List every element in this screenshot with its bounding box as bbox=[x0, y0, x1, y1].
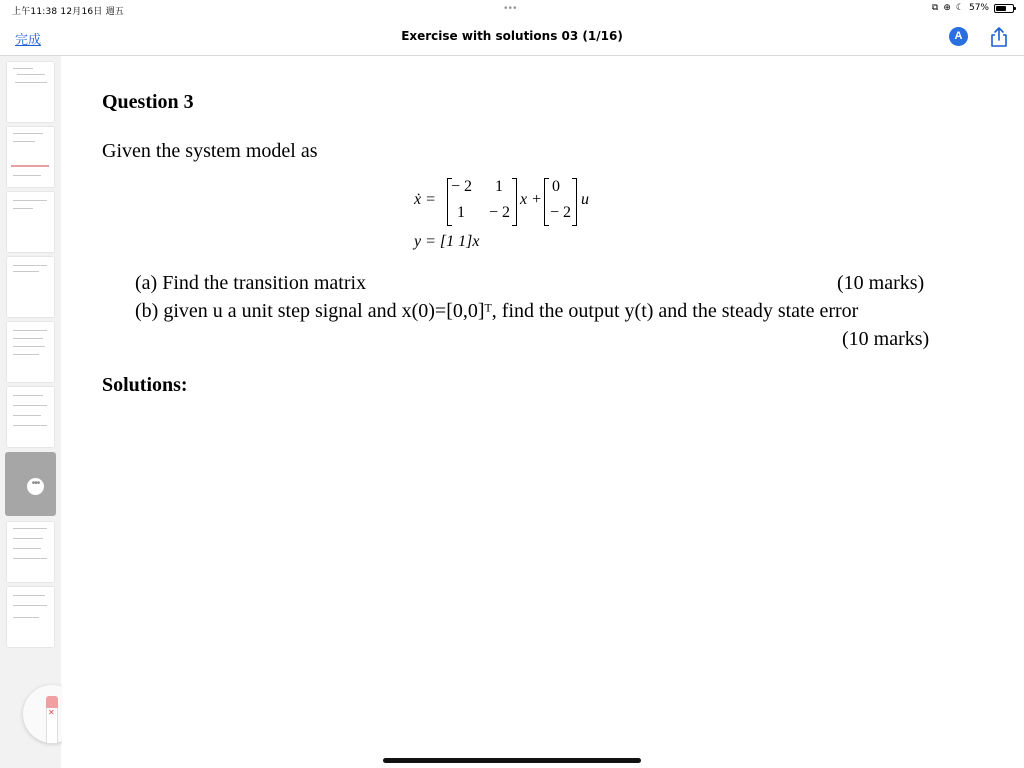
more-options-button[interactable]: ••• bbox=[27, 478, 44, 495]
matrix-a-12: 1 bbox=[495, 178, 503, 195]
screen-mirror-icon: ⧉ bbox=[931, 3, 939, 13]
status-right bbox=[932, 3, 1014, 13]
multitasking-dots[interactable]: ••• bbox=[504, 3, 518, 14]
part-a-marks: (10 marks) bbox=[837, 272, 925, 294]
close-icon: ✕ bbox=[48, 708, 55, 717]
battery-percent: 57% bbox=[968, 3, 989, 13]
page-thumbnail-8[interactable] bbox=[7, 522, 54, 582]
document-page bbox=[62, 56, 1024, 768]
page-thumbnail-5[interactable] bbox=[7, 322, 54, 382]
matrix-a-11: − 2 bbox=[451, 178, 473, 195]
page-thumbnail-6[interactable] bbox=[7, 387, 54, 447]
u-label: u bbox=[581, 191, 589, 208]
page-thumbnail-7-selected[interactable] bbox=[5, 452, 56, 516]
part-b-marks: (10 marks) bbox=[842, 328, 930, 350]
question-title: Question 3 bbox=[102, 91, 194, 113]
battery-icon bbox=[994, 4, 1014, 13]
document-title: Exercise with solutions 03 (1/16) bbox=[401, 29, 623, 43]
x-plus: x + bbox=[520, 191, 542, 208]
part-a-text: (a) Find the transition matrix bbox=[135, 272, 367, 294]
page-thumbnail-4[interactable] bbox=[7, 257, 54, 317]
page-thumbnail-9[interactable] bbox=[7, 587, 54, 647]
markup-icon[interactable]: A bbox=[949, 27, 968, 46]
solutions-heading: Solutions: bbox=[102, 374, 188, 396]
page-thumbnail-3[interactable] bbox=[7, 192, 54, 252]
output-equation: y = [1 1]x bbox=[414, 233, 480, 250]
status-time-date: 上午11:38 12月16日 週五 bbox=[12, 7, 124, 17]
page-thumbnail-sidebar bbox=[0, 56, 61, 768]
matrix-b-2: − 2 bbox=[550, 204, 572, 221]
xdot-label: ẋ = bbox=[414, 191, 436, 208]
matrix-b-1: 0 bbox=[552, 178, 560, 195]
matrix-a-22: − 2 bbox=[489, 204, 511, 221]
home-indicator[interactable] bbox=[383, 758, 641, 763]
status-bar bbox=[0, 0, 1024, 18]
intro-text: Given the system model as bbox=[102, 140, 318, 162]
matrix-a-21: 1 bbox=[457, 204, 465, 221]
done-button[interactable]: 完成 bbox=[15, 33, 42, 48]
orientation-lock-icon: ⊕ bbox=[943, 3, 951, 13]
moon-icon: ☾ bbox=[955, 3, 964, 13]
part-b-text: (b) given u a unit step signal and x(0)=[0,0]ᵀ, find the output y(t) and the steady state error bbox=[135, 300, 859, 322]
share-icon[interactable] bbox=[989, 26, 1009, 48]
page-thumbnail-2[interactable] bbox=[7, 127, 54, 187]
page-thumbnail-1[interactable] bbox=[7, 62, 54, 122]
nav-bar bbox=[0, 18, 1024, 56]
